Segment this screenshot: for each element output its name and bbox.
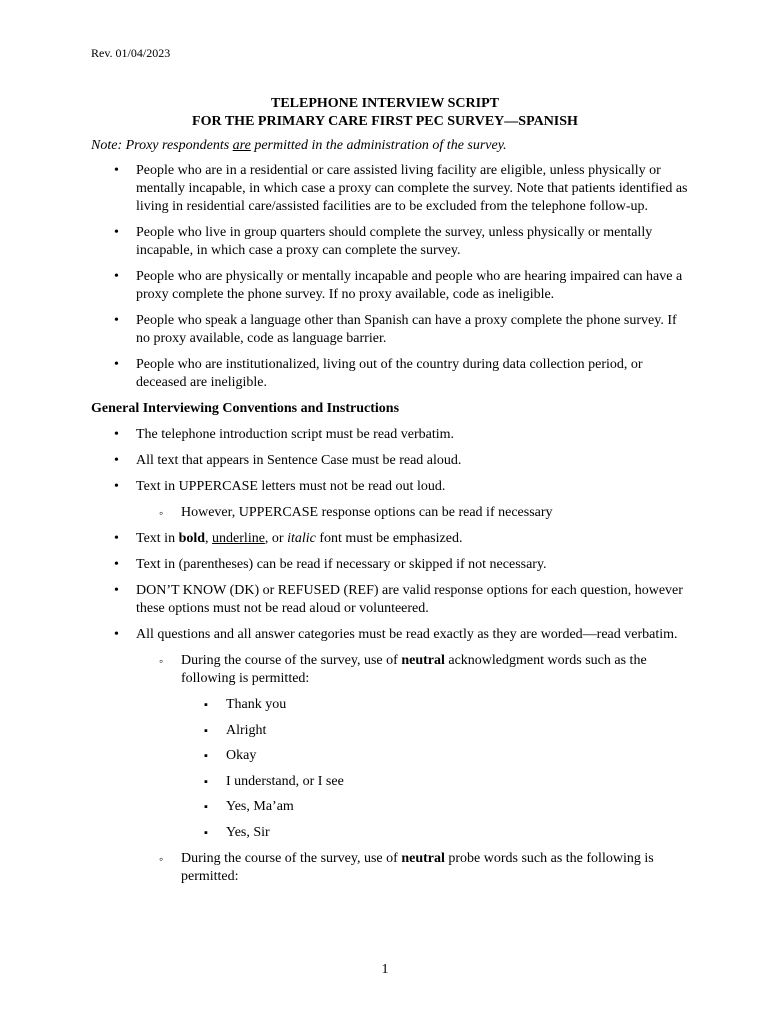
item4-underline: underline: [212, 531, 265, 546]
item-text: Text in (parentheses) can be read if necessary or skipped if not necessary.: [136, 557, 547, 572]
sub2-bold: neutral: [401, 850, 445, 866]
conventions-list: [91, 426, 691, 886]
acknowledgment-word: ▪ Yes, Sir: [226, 824, 691, 842]
item4-sep2: , or: [264, 531, 288, 546]
list-item: • People who are institutionalized, living out of the country during data collection period, or deceased are ineligible.: [136, 356, 691, 392]
sub-list-item: [181, 652, 691, 842]
list-item: • People who are in a residential or care assisted living facility are eligible, unless physically or mentally incapable, in which case a proxy can complete the survey. Note that patients identified as living in residential care/assisted facilities are to be excluded from the telephone follow-up.: [136, 162, 691, 216]
acknowledgment-word: ▪ I understand, or I see: [226, 773, 691, 791]
item4-sep1: ,: [205, 531, 213, 546]
list-item: • People who live in group quarters should complete the survey, unless physically or mentally incapable, in which case a proxy can complete the survey.: [136, 224, 691, 260]
item4-prefix: Text in: [136, 531, 179, 546]
note-after: permitted in the administration of the survey.: [250, 138, 507, 153]
list-item: [136, 452, 691, 470]
sub2-prefix: During the course of the survey, use of: [181, 850, 402, 866]
acknowledgment-words-list: [181, 696, 691, 842]
list-item: [136, 426, 691, 444]
title-line2-main: PRIMARY CARE FIRST PEC: [257, 114, 448, 129]
note-before: Note: Proxy respondents: [91, 138, 233, 153]
item-text: The telephone introduction script must be read verbatim.: [136, 427, 455, 442]
list-item: [136, 530, 691, 548]
sub1-bold: neutral: [401, 653, 445, 668]
list-item: • People who speak a language other than Spanish can have a proxy complete the phone survey. If no proxy available, code as language barrier.: [136, 312, 691, 348]
sub1-suffix: acknowledgment words such as the following is permitted:: [181, 653, 647, 686]
proxy-note: [91, 138, 507, 154]
sub-list: [136, 504, 691, 522]
list-item: [136, 478, 691, 522]
acknowledgment-word: ▪ Alright: [226, 722, 691, 740]
note-underlined: are: [232, 138, 251, 153]
sub-list-item: [181, 850, 691, 886]
document-title-line1: [0, 95, 770, 113]
sub-list: [136, 652, 691, 886]
document-title-line2: [0, 113, 770, 131]
list-item: [136, 582, 691, 618]
item4-bold: bold: [178, 531, 206, 546]
eligibility-list: [91, 162, 691, 392]
item-text: All text that appears in Sentence Case must be read aloud.: [136, 453, 462, 468]
list-item: [136, 556, 691, 574]
title-line1-text: TELEPHONE INTERVIEW SCRIPT: [271, 96, 499, 111]
item-text: All questions and all answer categories must be read exactly as they are worded—read verbatim.: [136, 627, 678, 642]
acknowledgment-word: ▪ Okay: [226, 747, 691, 765]
sub2-suffix: probe words such as the following is permitted:: [181, 850, 654, 884]
title-line2-suffix: SURVEY—SPANISH: [447, 114, 578, 129]
revision-date: Rev. 01/04/2023: [91, 46, 171, 60]
acknowledgment-word: ▪ Yes, Ma’am: [226, 798, 691, 816]
acknowledgment-word: ▪ Thank you: [226, 696, 691, 714]
item-text: DON’T KNOW (DK) or REFUSED (REF) are valid response options for each question, however these options must not be read aloud or volunteered.: [136, 583, 683, 616]
page-number: 1: [381, 962, 389, 977]
item4-italic: italic: [287, 531, 316, 546]
list-item: [136, 626, 691, 886]
title-line2-prefix: FOR THE: [192, 114, 258, 129]
item4-suffix: font must be emphasized.: [315, 531, 463, 546]
sub1-prefix: During the course of the survey, use of: [181, 653, 402, 668]
list-item: • People who are physically or mentally incapable and people who are hearing impaired can have a proxy complete the phone survey. If no proxy available, code as ineligible.: [136, 268, 691, 304]
sub-list-item: ◦ However, UPPERCASE response options can be read if necessary: [181, 504, 691, 522]
item-text: Text in UPPERCASE letters must not be read out loud.: [136, 479, 446, 494]
document-body: [91, 162, 691, 894]
section-heading: General Interviewing Conventions and Instructions: [91, 401, 400, 416]
